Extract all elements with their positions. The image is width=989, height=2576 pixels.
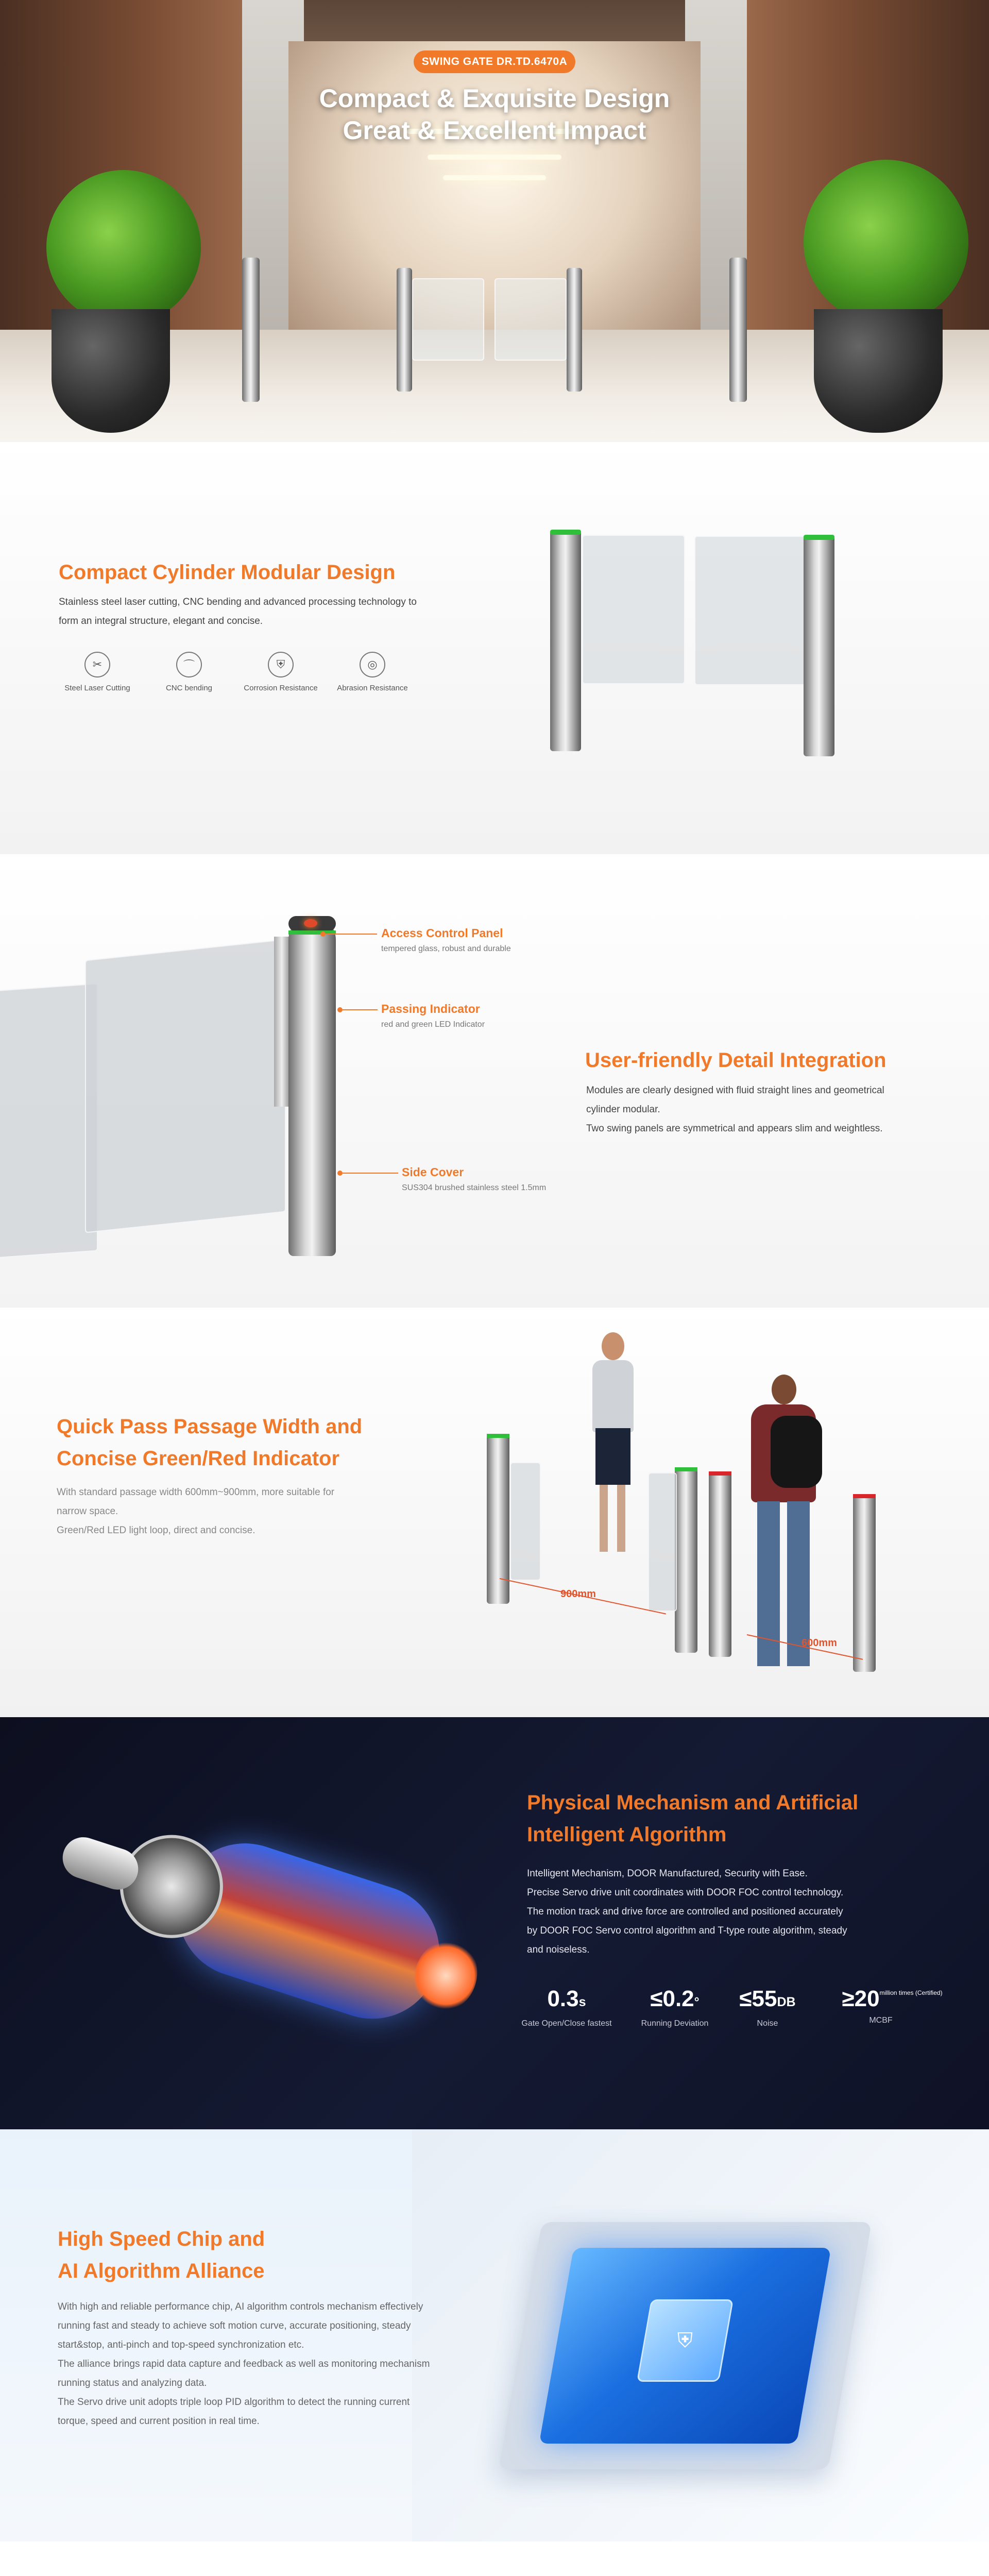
body-line: Stainless steel laser cutting, CNC bending and advanced processing technology to [59,597,417,607]
gate-post [550,530,581,751]
body-line: by DOOR FOC Servo control algorithm and T-type route algorithm, steady [527,1925,847,1936]
stat-value: ≥20 [842,1986,880,2011]
title-line: Intelligent Algorithm [527,1823,727,1846]
gate-post [242,258,260,402]
feature-label: CNC bending [165,684,213,692]
abrasion-icon: ◎ [360,652,385,677]
side-cover-bracket [274,937,289,1107]
body-line: With standard passage width 600mm~900mm, more suitable for [57,1487,335,1498]
callout-line [326,934,377,935]
feature-laser [54,652,141,692]
leg [600,1485,608,1552]
gate-post [675,1467,697,1653]
body-line: narrow space. [57,1506,118,1517]
body-line: running status and analyzing data. [58,2378,207,2388]
gate-glass-panel [494,278,567,361]
ceiling-light [428,155,561,160]
gate-glass-panel [694,536,806,685]
gate-glass-panel [648,1472,677,1612]
gate-glass-panel [0,983,98,1259]
green-led-ring [487,1434,509,1438]
red-led-ring [853,1494,876,1498]
section-body [58,2297,430,2431]
stat-value: ≤55 [739,1986,777,2011]
body-line: With high and reliable performance chip, AI algorithm controls mechanism effectively [58,2301,423,2312]
servo-motor-graphic [8,1717,528,2129]
feature-abrasion [329,652,416,692]
callout-dot [337,1007,343,1012]
ceiling-light [443,175,546,180]
plant-pot-left [52,309,170,433]
stat-label: Gate Open/Close fastest [521,2019,612,2028]
section-title: Compact Cylinder Modular Design [59,561,396,584]
body-line: Green/Red LED light loop, direct and concise. [57,1525,255,1536]
chip-section [0,2129,989,2541]
leg [617,1485,625,1552]
head [772,1375,796,1404]
hero-title [206,82,783,146]
mechanism-section [0,1717,989,2129]
hero-banner [0,0,989,442]
callout-title: Access Control Panel [381,926,503,940]
potted-plant-right [804,160,968,325]
green-led-ring [804,535,834,540]
stat-unit: DB [777,1995,796,2009]
stat-deviation [628,1985,721,2028]
hero-title-line: Great & Excellent Impact [343,116,646,145]
body-line: Precise Servo drive unit coordinates with DOOR FOC control technology. [527,1887,844,1898]
detail-integration-section [0,854,989,1308]
title-line: Quick Pass Passage Width and [57,1415,363,1438]
body-line: Intelligent Mechanism, DOOR Manufactured, Security with Ease. [527,1868,808,1879]
green-led-ring [675,1467,697,1471]
shield-icon: ⛨ [268,652,294,677]
section-title: User-friendly Detail Integration [585,1049,886,1072]
body-line: form an integral structure, elegant and concise. [59,616,263,626]
head [602,1332,624,1360]
red-led-ring [709,1471,731,1476]
body-line: torque, speed and current position in real time. [58,2416,260,2427]
cylinder-design-section [0,442,989,854]
callout-line [343,1173,398,1174]
woman-figure [582,1332,644,1559]
gate-post [288,916,336,1256]
stat-unit: million times (Certified) [879,1989,943,1996]
passage-width-section [0,1308,989,1717]
gate-post [709,1471,731,1657]
body-line: running fast and steady to achieve soft motion curve, accurate positioning, steady [58,2320,411,2331]
stat-mcbf [824,1985,943,2025]
title-line: Physical Mechanism and Artificial [527,1791,859,1814]
backpack [771,1416,822,1488]
title-line: AI Algorithm Alliance [58,2260,265,2282]
callout-subtitle: red and green LED Indicator [381,1020,485,1029]
callout-title: Side Cover [402,1165,464,1179]
model-badge: SWING GATE DR.TD.6470A [414,50,575,73]
feature-cnc [145,652,233,692]
stat-label: MCBF [869,2016,893,2025]
dimension-label: 600mm [802,1637,837,1649]
feature-corrosion [237,652,325,692]
feature-label: Steel Laser Cutting [64,684,130,692]
body-line: start&stop, anti-pinch and top-speed synchronization etc. [58,2340,304,2350]
gate-glass-panel [510,1462,541,1581]
gate-post [804,535,834,756]
skirt [595,1428,630,1485]
shield-icon: ⛨ [677,2329,693,2352]
laser-icon: ✂ [84,652,110,677]
body-line: The motion track and drive force are controlled and positioned accurately [527,1906,843,1917]
callout-dot [337,1171,343,1176]
callout-line [343,1009,378,1010]
section-body [586,1081,884,1138]
body-line: and noiseless. [527,1944,590,1955]
section-body [57,1483,334,1540]
green-led-ring [550,530,581,535]
gate-post [853,1494,876,1672]
passing-indicator-led [304,919,317,927]
callout-subtitle: tempered glass, robust and durable [381,944,511,953]
gate-glass-panel [582,535,685,684]
potted-plant-left [46,170,201,325]
section-body [59,592,417,631]
feature-label: Corrosion Resistance [244,684,318,692]
hero-title-line: Compact & Exquisite Design [319,84,670,113]
stat-value: ≤0.2 [650,1986,694,2011]
plant-pot-right [814,309,943,433]
stat-unit: ° [694,1995,700,2009]
stat-open-close [520,1985,613,2028]
gate-glass-panel [412,278,484,361]
callout-dot [320,931,326,937]
callout-title: Passing Indicator [381,1002,480,1015]
title-line: Concise Green/Red Indicator [57,1447,340,1470]
cnc-icon: ⌒ [176,652,202,677]
stat-value: 0.3 [547,1986,579,2011]
section-title [57,1411,362,1475]
body-line: The alliance brings rapid data capture and feedback as well as monitoring mechanism [58,2359,430,2369]
stat-noise [721,1985,814,2028]
stat-label: Noise [757,2019,778,2028]
gate-post [729,258,747,402]
gate-glass-panel [85,939,286,1233]
feature-icon-row [54,652,424,708]
section-title [58,2223,265,2287]
callout-subtitle: SUS304 brushed stainless steel 1.5mm [402,1183,547,1192]
body-line: Modules are clearly designed with fluid straight lines and geometrical [586,1085,884,1096]
stat-label: Running Deviation [641,2019,709,2028]
applications-section [0,2541,989,2576]
gate-post [487,1434,509,1604]
section-title [527,1787,858,1851]
title-line: High Speed Chip and [58,2228,265,2250]
feature-label: Abrasion Resistance [337,684,408,692]
gate-post [397,268,412,392]
dimension-label: 900mm [560,1588,596,1600]
body-line: The Servo drive unit adopts triple loop PID algorithm to detect the running current [58,2397,410,2408]
body-line: Two swing panels are symmetrical and appears slim and weightless. [586,1123,883,1134]
gate-post [567,268,582,392]
body-line: cylinder modular. [586,1104,660,1115]
torso [592,1360,634,1432]
section-body [527,1864,847,1959]
stat-unit: s [578,1995,586,2009]
